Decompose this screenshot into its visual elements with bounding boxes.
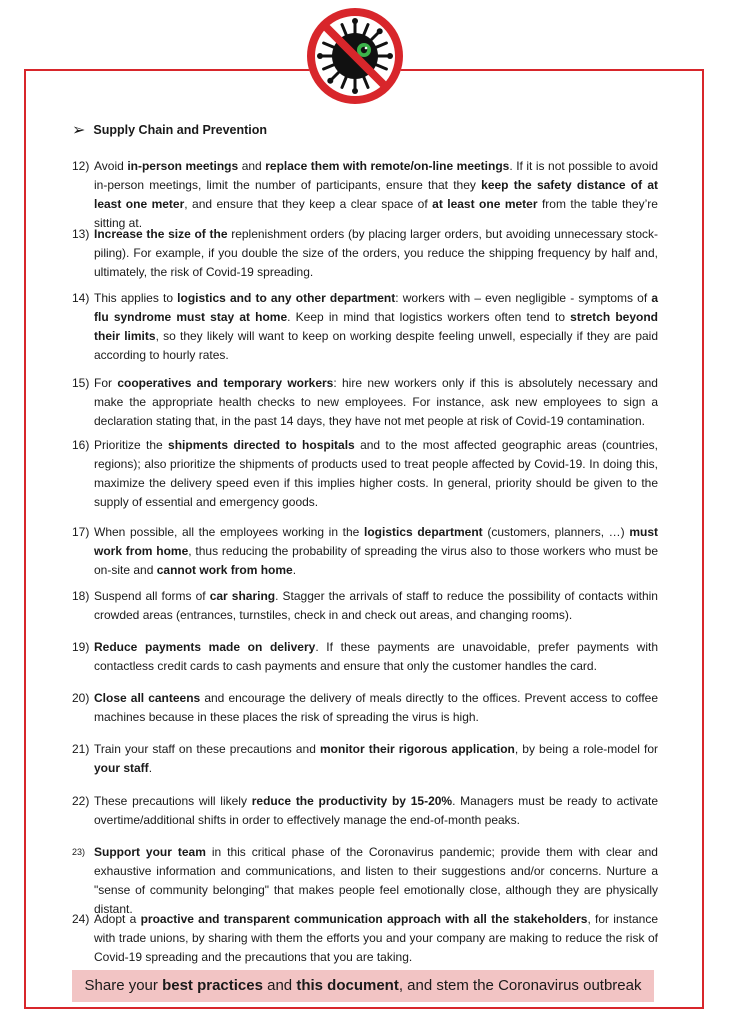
call-to-action-banner (72, 970, 654, 1002)
text-run: For (94, 376, 118, 390)
item-number: 18) (72, 589, 90, 603)
item-text (94, 436, 658, 512)
item-number: 12) (72, 159, 90, 173)
emphasis-text: logistics and to any other department (177, 291, 396, 305)
text-run: Adopt a (94, 912, 141, 926)
emphasis-text: cooperatives and temporary workers (117, 376, 334, 390)
text-run: Train your staff on these precautions and (94, 742, 320, 756)
emphasis-text: Reduce payments made on delivery (94, 640, 316, 654)
emphasis-text: your staff (94, 761, 149, 775)
list-item (72, 843, 658, 919)
list-item (72, 523, 658, 580)
text-run: This applies to (94, 291, 178, 305)
emphasis-text: logistics department (364, 525, 483, 539)
item-text (94, 374, 658, 431)
emphasis-text: replace them with remote/on-line meetings (265, 159, 510, 173)
list-item (72, 740, 658, 778)
item-text (94, 910, 658, 967)
item-text (94, 289, 658, 365)
text-run: Share your (84, 977, 163, 994)
text-run: These precautions will likely (94, 794, 252, 808)
text-run: replenishment orders (by placing larger orders, but avoiding unnecessary stock-piling). For example, if you double the size of the orders, you reduce the shipping frequency by half and, ultimately, the risk of Covid-19 spreading. (94, 227, 658, 279)
text-run: : hire new workers only if this is absolutely necessary and make the appropriate health checks to new employees. For instance, ask new employees to sign a declaration stating that, in the past 14 days, they have not met people at risk of Covid-19 contamination. (94, 376, 658, 428)
text-run: . Managers must be ready to activate overtime/additional shifts in order to effectively manage the end-of-month peaks. (94, 794, 658, 827)
text-run: , and ensure that they keep a clear space of (184, 197, 433, 211)
text-run: and (238, 159, 266, 173)
item-text (94, 638, 658, 676)
text-run: Avoid (94, 159, 128, 173)
emphasis-text: stretch beyond their limits (94, 310, 659, 343)
list-item (72, 792, 658, 830)
text-run: . (292, 563, 297, 577)
list-item (72, 289, 658, 365)
text-run: (customers, planners, …) (482, 525, 630, 539)
list-item (72, 587, 658, 625)
emphasis-text: this document (296, 977, 399, 994)
item-number: 22) (72, 794, 90, 808)
list-item (72, 638, 658, 676)
text-run: , and stem the Coronavirus outbreak (398, 977, 642, 994)
item-number: 23) (72, 847, 86, 857)
item-number: 17) (72, 525, 90, 539)
text-run: : workers with – even negligible - symptoms of (395, 291, 652, 305)
item-number: 14) (72, 291, 90, 305)
item-text (94, 587, 658, 625)
emphasis-text: proactive and transparent communication approach with all the stakeholders (140, 912, 588, 926)
list-item (72, 910, 658, 967)
list-item (72, 225, 658, 282)
arrowhead-bullet-icon: ➢ (72, 122, 86, 139)
emphasis-text: car sharing (209, 589, 276, 603)
text-run: . Stagger the arrivals of staff to reduce the possibility of contacts within crowded areas (entrances, turnstiles, check in and check out areas, and changing rooms). (94, 589, 658, 622)
emphasis-text: shipments directed to hospitals (168, 438, 355, 452)
item-number: 21) (72, 742, 90, 756)
emphasis-text: keep the safety distance of at least one meter (94, 178, 659, 211)
text-run: . If it is not possible to avoid in-person meetings, limit the number of participants, ensure that they (94, 159, 658, 192)
item-text (94, 740, 658, 778)
emphasis-text: in-person meetings (127, 159, 239, 173)
list-item (72, 374, 658, 431)
item-text (94, 843, 658, 919)
emphasis-text: at least one meter (432, 197, 538, 211)
emphasis-text: Increase the size of the (94, 227, 228, 241)
emphasis-text: cannot work from home (156, 563, 293, 577)
item-text (94, 689, 658, 727)
text-run: and to the most affected geographic areas (countries, regions); also prioritize the shipments of products used to treat people affected by Covid-19. In doing this, maximize the delivery speed even if this implies higher costs. In general, priority should be given to the supply of essential and emergency goods. (94, 438, 659, 509)
emphasis-text: Support your team (94, 845, 206, 859)
item-text (94, 157, 658, 233)
text-run: from the table they’re sitting at. (94, 197, 658, 230)
list-item (72, 689, 658, 727)
item-text (94, 523, 658, 580)
text-run: . Keep in mind that logistics workers often tend to (287, 310, 571, 324)
text-run: , for instance with trade unions, by sharing with them the efforts you and your company are making to reduce the risk of Covid-19 spreading and the precautions that you are taking. (94, 912, 658, 964)
emphasis-text: Close all canteens (94, 691, 201, 705)
item-number: 20) (72, 691, 90, 705)
text-run: and (262, 977, 297, 994)
text-run: in this critical phase of the Coronavirus pandemic; provide them with clear and exhaustive information and communications, and listen to their suggestions and/or concerns. Nurture a "sense of community belonging" that makes people feel emotionally close, although they are physically distant. (94, 845, 658, 916)
text-run: , by being a role-model for (514, 742, 658, 756)
item-number: 13) (72, 227, 90, 241)
text-run: Suspend all forms of (94, 589, 210, 603)
text-run: When possible, all the employees working in the (94, 525, 364, 539)
section-title: Supply Chain and Prevention (93, 123, 268, 137)
section-heading (72, 120, 267, 140)
list-item (72, 157, 658, 233)
emphasis-text: must work from home (94, 525, 658, 558)
text-run: . If these payments are unavoidable, prefer payments with contactless credit cards to cash payments and ensure that only the customer handles the card. (94, 640, 658, 673)
item-number: 16) (72, 438, 90, 452)
emphasis-text: reduce the productivity by 15-20% (251, 794, 453, 808)
item-number: 15) (72, 376, 90, 390)
item-text (94, 225, 658, 282)
emphasis-text: a flu syndrome must stay at home (94, 291, 659, 324)
text-run: , so they likely will want to keep on working despite feeling unwell, especially if they are paid according to hourly rates. (94, 329, 659, 362)
emphasis-text: best practices (162, 977, 263, 994)
item-number: 19) (72, 640, 90, 654)
item-number: 24) (72, 912, 90, 926)
text-run: Prioritize the (94, 438, 169, 452)
text-run: and encourage the delivery of meals directly to the offices. Prevent access to coffee machines because in these places the risk of spreading the virus is high. (94, 691, 658, 724)
no-virus-prohibition-icon (303, 4, 407, 108)
emphasis-text: monitor their rigorous application (319, 742, 515, 756)
item-text (94, 792, 658, 830)
list-item (72, 436, 658, 512)
text-run: . (148, 761, 153, 775)
text-run: , thus reducing the probability of spreading the virus also to those workers who must be on-site and (94, 544, 658, 577)
